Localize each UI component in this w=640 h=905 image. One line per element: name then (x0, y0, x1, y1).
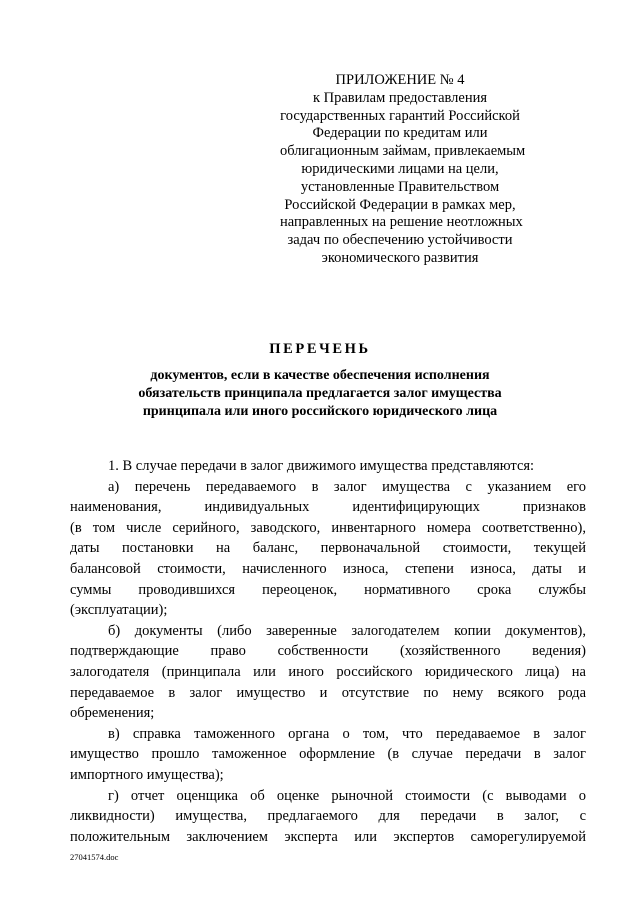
appendix-line: юридическими лицами на цели, (301, 160, 499, 177)
document-title: ПЕРЕЧЕНЬ (269, 341, 371, 357)
body-line: наименования, индивидуальных идентифицирующих признаков (70, 499, 586, 516)
body-line: импортного имущества); (70, 766, 224, 783)
body-line: имущество прошло таможенное оформление (в случае передачи в залог (70, 746, 586, 763)
appendix-line: Федерации по кредитам или (312, 125, 488, 142)
body-line: в) справка таможенного органа о том, что передаваемое в залог (108, 725, 586, 742)
subtitle-line: принципала или иного российского юридического лица (142, 404, 498, 419)
body-line: даты постановки на баланс, первоначальной стоимости, текущей (70, 540, 586, 557)
body-line: (эксплуатации); (70, 602, 168, 619)
appendix-line: Российской Федерации в рамках мер, (284, 196, 516, 213)
body-line: ликвидности) имущества, предлагаемого для передачи в залог, с (70, 808, 586, 825)
subtitle-line: обязательств принципала предлагается залог имущества (138, 386, 502, 401)
body-line: залогодателя (принципала или иного российского юридического лица) на (70, 663, 586, 680)
subtitle-line: документов, если в качестве обеспечения исполнения (150, 368, 490, 383)
appendix-line: к Правилам предоставления (312, 89, 488, 106)
appendix-line: экономического развития (321, 249, 479, 266)
body-line: суммы проводившихся переоценок, нормативного срока службы (70, 581, 586, 598)
body-line: обременения; (70, 705, 155, 722)
footer-filename: 27041574.doc (70, 852, 119, 862)
body-line: передаваемое в залог имущество и отсутствие по нему всякого рода (70, 684, 586, 701)
document-body (70, 456, 586, 847)
body-line: (в том числе серийного, заводского, инвентарного номера соответственно), (70, 519, 586, 536)
appendix-line: государственных гарантий Российской (280, 107, 520, 124)
appendix-line: облигационным займам, привлекаемым (280, 143, 526, 160)
body-line: балансовой стоимости, начисленного износа, степени износа, даты и (70, 560, 586, 577)
body-line: положительным заключением эксперта или экспертов саморегулируемой (70, 828, 586, 845)
appendix-line: установленные Правительством (300, 178, 500, 195)
body-line: подтверждающие право собственности (хозяйственного ведения) (70, 643, 586, 660)
body-line: 1. В случае передачи в залог движимого имущества представляются: (108, 458, 535, 474)
body-line: а) перечень передаваемого в залог имущества с указанием его (108, 478, 586, 495)
body-line: г) отчет оценщика об оценке рыночной стоимости (с выводами о (108, 787, 586, 804)
appendix-line: задач по обеспечению устойчивости (287, 232, 513, 249)
body-line: б) документы (либо заверенные залогодателем копии документов), (108, 622, 586, 639)
appendix-title: ПРИЛОЖЕНИЕ № 4 (335, 72, 465, 88)
appendix-header (280, 72, 526, 268)
document-subtitle (60, 367, 580, 421)
appendix-line: направленных на решение неотложных (280, 214, 523, 231)
